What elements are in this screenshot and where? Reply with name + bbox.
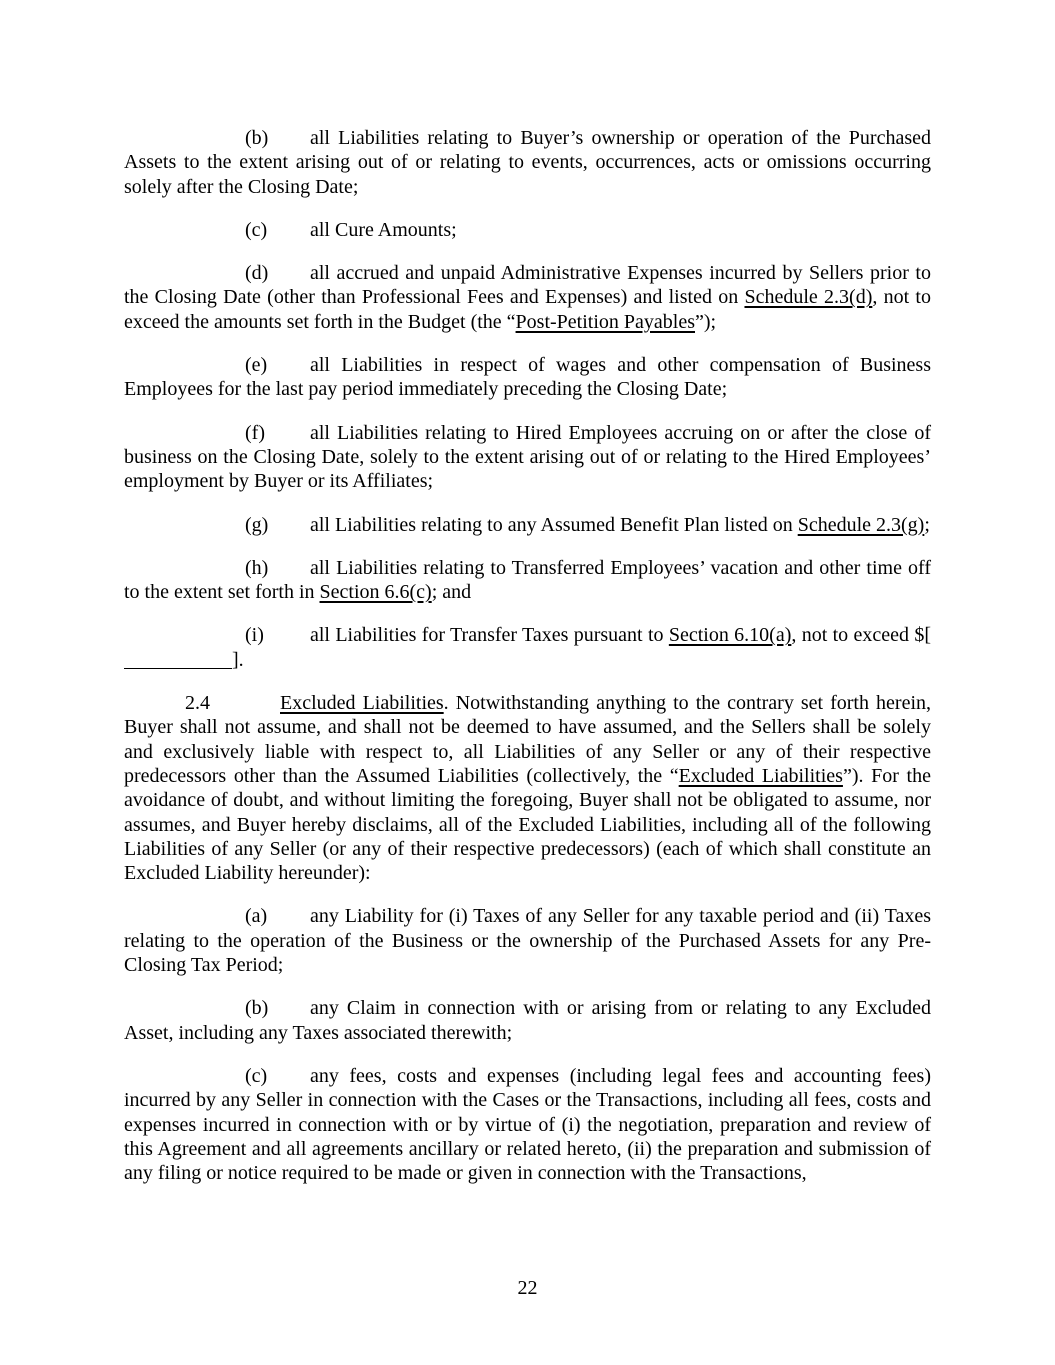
- text-run: all Liabilities relating to any Assumed Benefit Plan listed on: [310, 513, 798, 536]
- text-run: , not to exceed the amounts set forth in the Budget (the “: [124, 286, 931, 333]
- paragraph-label: (b): [245, 127, 269, 149]
- paragraph-label: (i): [245, 624, 264, 647]
- text-run: all Liabilities for Transfer Taxes pursuant to: [310, 624, 669, 647]
- paragraph-label: (d): [245, 262, 269, 285]
- text-run: any fees, costs and expenses (including legal fees and accounting fees) incurred by any Seller in connection with the Cases or the Transactions, including all fees, costs and expenses incurred in connection with or by virtue of (i) the negotiation, preparation and review of this Agreement and all agreements ancillary or related hereto, (ii) the preparation and submission of any filing or notice required to be made or given in connection with the Transactions,: [124, 1064, 931, 1185]
- text-run: all Liabilities relating to Buyer’s ownership or operation of the Purchased Assets to the extent arising out of or relating to events, occurrences, acts or omissions occurring solely after the Closing Date;: [124, 127, 931, 198]
- list-item-paragraph: [124, 261, 931, 334]
- cross-reference: Schedule 2.3(d): [744, 286, 873, 309]
- paragraph-label: (g): [245, 513, 269, 536]
- paragraph-label: (b): [245, 997, 269, 1020]
- cross-reference: Schedule 2.3(g): [797, 513, 925, 536]
- document-body: [124, 126, 931, 1204]
- text-run: $[: [914, 624, 932, 647]
- text-run: ;: [924, 513, 930, 536]
- cross-reference: Section 6.6(c): [319, 581, 432, 604]
- list-item-paragraph: [124, 996, 931, 1045]
- paragraph-label: (c): [245, 218, 268, 241]
- paragraph-label: (a): [245, 905, 268, 928]
- text-run: all Cure Amounts;: [310, 218, 457, 241]
- text-run: all Liabilities relating to Hired Employees accruing on or after the close of business on the Closing Date, solely to the extent arising out of or relating to the Hired Employees’ employment by Buyer or its Affiliates;: [124, 421, 931, 493]
- list-item-paragraph: [124, 904, 931, 977]
- text-run: . Notwithstanding anything to the contrary set forth herein, Buyer shall not assume, and shall not be deemed to have assumed, and the Sellers shall be solely and exclusively liable with respect to, all Liabilities of any Seller or any of their respective predecessors other than the Assumed Liabilities (collectively, the “: [124, 692, 931, 787]
- list-item-paragraph: [124, 421, 931, 494]
- list-item-paragraph: [124, 218, 931, 242]
- list-item-paragraph: [124, 126, 931, 199]
- list-item-paragraph: [124, 556, 931, 605]
- cross-reference: Excluded Liabilities: [678, 764, 843, 787]
- text-run: all Liabilities in respect of wages and other compensation of Business Employees for the last pay period immediately preceding the Closing Date;: [124, 354, 931, 401]
- page-number: 22: [517, 1277, 538, 1299]
- paragraph-label: 2.4: [185, 692, 210, 715]
- list-item-paragraph: [124, 1064, 931, 1185]
- text-run: all Liabilities relating to Transferred Employees’ vacation and other time off to the extent set forth in: [124, 556, 931, 604]
- paragraph-label: (h): [245, 556, 269, 579]
- text-run: , not to exceed: [791, 624, 915, 647]
- text-run: all accrued and unpaid Administrative Expenses incurred by Sellers prior to the Closing Date (other than Professional Fees and Expenses) and listed on: [124, 262, 931, 309]
- list-item-paragraph: [124, 353, 931, 402]
- paragraph-label: (c): [245, 1064, 268, 1087]
- text-run: ”). For the avoidance of doubt, and without limiting the foregoing, Buyer shall not be obligated to assume, nor assumes, and Buyer hereby disclaims, all of the Excluded Liabilities, including all of the following Liabilities of any Seller (or any of their respective predecessors) (each of which shall constitute an Excluded Liability hereunder):: [124, 764, 931, 885]
- cross-reference: Post-Petition Payables: [515, 310, 695, 333]
- paragraph-label: (e): [245, 354, 268, 377]
- text-run: any Claim in connection with or arising from or relating to any Excluded Asset, including any Taxes associated therewith;: [124, 997, 931, 1044]
- text-run: ”);: [695, 310, 717, 333]
- fill-in-blank: [124, 667, 232, 669]
- list-item-paragraph: [124, 623, 931, 672]
- paragraph-label: (f): [245, 421, 265, 444]
- cross-reference: Excluded Liabilities: [280, 692, 444, 715]
- section-paragraph: [124, 691, 931, 885]
- text-run: ].: [232, 648, 244, 671]
- list-item-paragraph: [124, 513, 931, 537]
- text-run: ; and: [431, 581, 472, 604]
- text-run: any Liability for (i) Taxes of any Seller for any taxable period and (ii) Taxes relating to the operation of the Business or the ownership of the Purchased Assets for any Pre-Closing Tax Period;: [124, 905, 931, 977]
- cross-reference: Section 6.10(a): [668, 624, 792, 647]
